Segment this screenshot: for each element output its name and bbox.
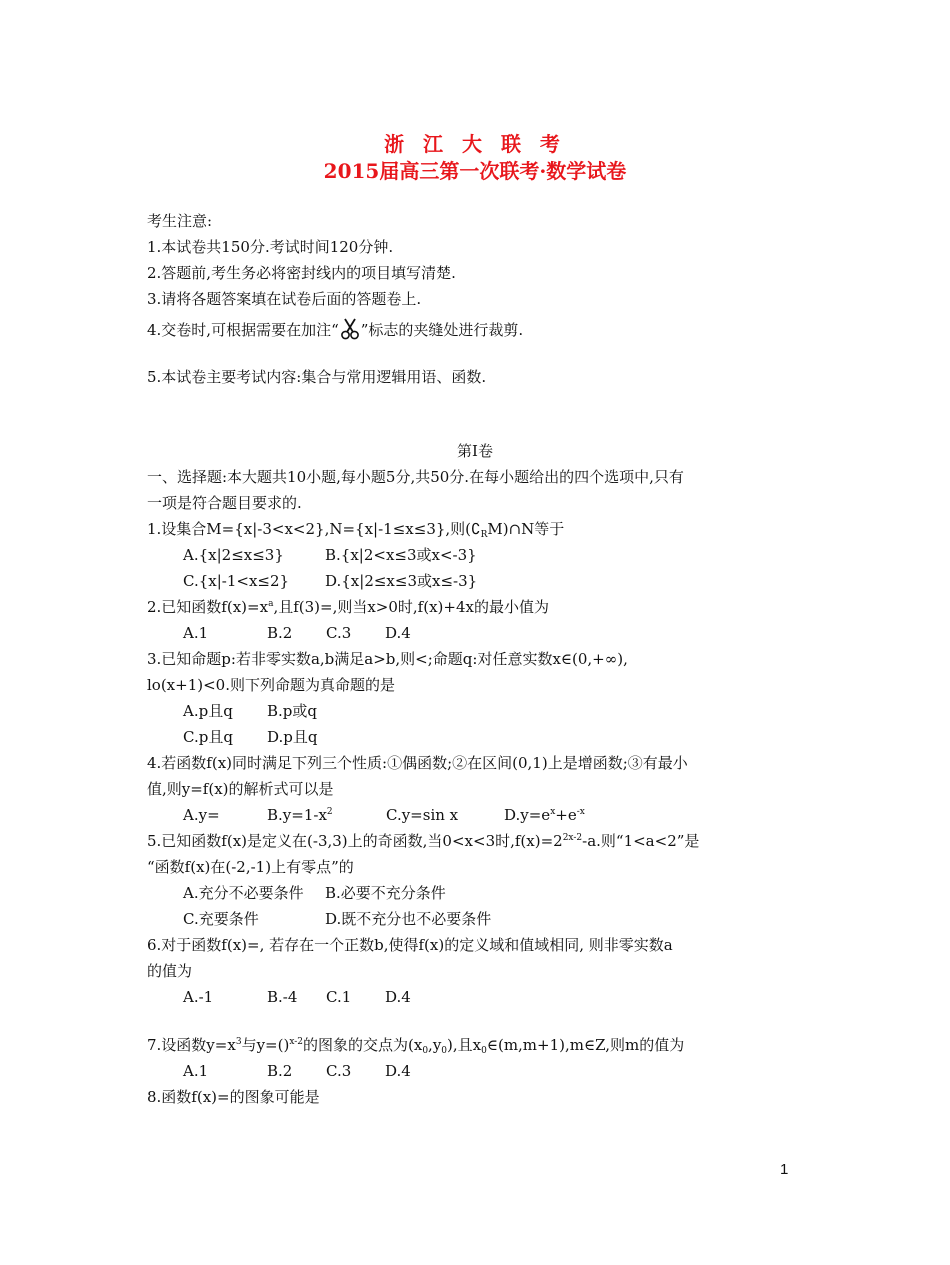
q4-option-d-superscript: -x: [576, 807, 585, 817]
q4-option-d-text: D.y=e: [504, 806, 551, 824]
q4-options: [183, 804, 585, 826]
q5-option-c: C.充要条件: [183, 910, 259, 928]
q1-stem: [147, 518, 564, 540]
q5-options-row2: [183, 908, 491, 930]
q4-option-a: A.y=: [183, 806, 220, 824]
q1-stem-part: 1.设集合M={x|-3<x<2},N={x|-1≤x≤3},则(∁: [147, 520, 481, 538]
q2-options: [183, 622, 411, 644]
note-1: 1.本试卷共150分.考试时间120分钟.: [147, 238, 394, 256]
section-intro-line2: 一项是符合题目要求的.: [147, 494, 302, 512]
q8-stem: 8.函数f(x)=的图象可能是: [147, 1088, 320, 1106]
q3-option-a: A.p且q: [183, 702, 233, 720]
notes-heading: 考生注意:: [147, 212, 213, 230]
q3-option-c: C.p且q: [183, 728, 233, 746]
q2-option-b: B.2: [267, 624, 293, 642]
note-2: 2.答题前,考生务必将密封线内的项目填写清楚.: [147, 264, 456, 282]
q7-option-d: D.4: [385, 1062, 411, 1080]
q1-option-b: B.{x|2<x≤3或x<-3}: [325, 546, 477, 564]
q2-option-c: C.3: [326, 624, 352, 642]
q5-option-a: A.充分不必要条件: [183, 884, 304, 902]
q6-option-d: D.4: [385, 988, 411, 1006]
q7-option-c: C.3: [326, 1062, 352, 1080]
q5-stem-line1: [147, 830, 699, 852]
q6-option-c: C.1: [326, 988, 352, 1006]
note-5: 5.本试卷主要考试内容:集合与常用逻辑用语、函数.: [147, 368, 487, 386]
q6-options: [183, 986, 411, 1008]
q1-options-row1: [183, 544, 477, 566]
q1-options-row2: [183, 570, 477, 592]
q4-option-c: C.y=sin x: [386, 806, 459, 824]
q4-option-d: [504, 804, 585, 826]
q3-options-row1: [183, 700, 317, 722]
page-number: 1: [780, 1161, 789, 1178]
q3-options-row2: [183, 726, 317, 748]
q2-stem-superscript: a: [268, 599, 274, 609]
scissors-icon: [339, 318, 361, 340]
note-3: 3.请将各题答案填在试卷后面的答题卷上.: [147, 290, 422, 308]
q7-stem: [147, 1034, 684, 1056]
q7-stem-part: ∈(m,m+1),m∈Z,则m的值为: [486, 1036, 685, 1054]
q1-option-a: A.{x|2≤x≤3}: [183, 546, 284, 564]
q7-option-b: B.2: [267, 1062, 293, 1080]
q4-stem-line2: 值,则y=f(x)的解析式可以是: [147, 780, 334, 798]
section-title: 第Ⅰ卷: [457, 442, 493, 460]
q6-stem-line1: 6.对于函数f(x)=, 若存在一个正数b,使得f(x)的定义域和值域相同, 则非零实数a: [147, 936, 673, 954]
q4-option-d-superscript: x: [550, 807, 556, 817]
q3-stem-line2: lo(x+1)<0.则下列命题为真命题的是: [147, 676, 395, 694]
q1-stem-part: M)∩N等于: [487, 520, 565, 538]
exam-title: 2015届高三第一次联考·数学试卷: [323, 159, 627, 183]
note-4-text-start: 4.交卷时,可根据需要在加注“: [147, 321, 339, 339]
q7-stem-part: ,y: [428, 1036, 442, 1054]
q4-option-d-text: +e: [555, 806, 577, 824]
q7-stem-part: 7.设函数y=x: [147, 1036, 236, 1054]
q4-option-b-superscript: 2: [326, 807, 333, 817]
note-4-text-end: ”标志的夹缝处进行裁剪.: [360, 321, 524, 339]
q7-stem-subscript: 0: [441, 1046, 448, 1056]
q5-stem-line2: “函数f(x)在(-2,-1)上有零点”的: [147, 858, 354, 876]
q6-option-a: A.-1: [183, 988, 214, 1006]
q7-option-a: A.1: [183, 1062, 209, 1080]
q6-option-b: B.-4: [267, 988, 298, 1006]
q3-option-d: D.p且q: [267, 728, 318, 746]
q7-options: [183, 1060, 411, 1082]
q1-stem-subscript: R: [480, 530, 488, 540]
q7-stem-superscript: 3: [235, 1037, 242, 1047]
q5-stem-superscript: 2x-2: [562, 833, 583, 843]
q2-stem: [147, 596, 549, 618]
q7-stem-part: ),且x: [447, 1036, 482, 1054]
q7-stem-superscript: x-2: [289, 1037, 303, 1047]
q5-stem-part: 5.已知函数f(x)是定义在(-3,3)上的奇函数,当0<x<3时,f(x)=2: [147, 832, 563, 850]
section-intro-line1: 一、选择题:本大题共10小题,每小题5分,共50分.在每小题给出的四个选项中,只有: [147, 468, 684, 486]
q7-stem-part: 的图象的交点为(x: [303, 1036, 423, 1054]
q1-option-c: C.{x|-1<x≤2}: [183, 572, 290, 590]
q7-stem-part: 与y=(): [241, 1036, 290, 1054]
q5-option-d: D.既不充分也不必要条件: [325, 910, 492, 928]
exam-org-title: 浙 江 大 联 考: [384, 132, 566, 156]
q2-stem-part: 2.已知函数f(x)=x: [147, 598, 269, 616]
note-4: [147, 318, 523, 341]
q5-stem-part: -a.则“1<a<2”是: [582, 832, 700, 850]
q6-stem-line2: 的值为: [147, 962, 193, 980]
q2-option-a: A.1: [183, 624, 209, 642]
q3-stem-line1: 3.已知命题p:若非零实数a,b满足a>b,则<;命题q:对任意实数x∈(0,+∞),: [147, 650, 628, 668]
q2-option-d: D.4: [385, 624, 411, 642]
q3-option-b: B.p或q: [267, 702, 317, 720]
q4-option-b: [267, 804, 386, 826]
q5-option-b: B.必要不充分条件: [325, 884, 446, 902]
q7-stem-subscript: 0: [422, 1046, 429, 1056]
q5-options-row1: [183, 882, 446, 904]
q4-option-b-text: B.y=1-x: [267, 806, 327, 824]
q1-option-d: D.{x|2≤x≤3或x≤-3}: [325, 572, 478, 590]
q2-stem-part: ,且f(3)=,则当x>0时,f(x)+4x的最小值为: [273, 598, 549, 616]
q7-stem-subscript: 0: [481, 1046, 487, 1056]
q4-stem-line1: 4.若函数f(x)同时满足下列三个性质:①偶函数;②在区间(0,1)上是增函数;③有最小: [147, 754, 688, 772]
